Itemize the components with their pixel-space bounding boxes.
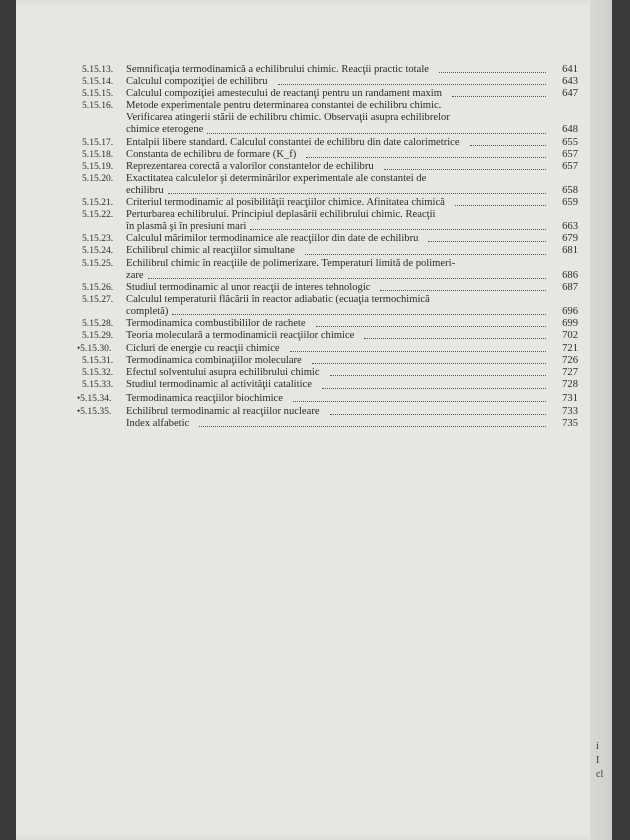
- toc-title-line: echilibru: [126, 184, 164, 196]
- toc-entry: [82, 367, 578, 379]
- toc-page-number: 728: [562, 379, 578, 391]
- toc-entry: [82, 161, 578, 173]
- toc-leader-dots: [364, 338, 546, 339]
- page-edge: [590, 0, 612, 840]
- toc-section-number: [77, 342, 126, 355]
- toc-page-number: 696: [562, 305, 578, 317]
- toc-entry: [82, 233, 578, 245]
- toc-section-number: [77, 405, 126, 418]
- toc-entry-continuation: [82, 221, 578, 233]
- toc-page-number: 681: [562, 245, 578, 257]
- toc-number-text: 5.15.35.: [80, 405, 112, 417]
- edge-mark: i: [596, 741, 599, 752]
- toc-entry: [82, 173, 578, 185]
- toc-leader-dots: [316, 326, 546, 327]
- toc-leader-dots: [168, 193, 546, 194]
- toc-section-number: [82, 197, 126, 209]
- toc-page-number: 657: [562, 160, 578, 172]
- toc-section-number: [82, 149, 126, 161]
- toc-entry: [82, 379, 578, 391]
- toc-leader-dots: [330, 375, 546, 376]
- toc-entry: [82, 197, 578, 209]
- toc-page-number: 727: [562, 367, 578, 379]
- toc-page-number: 702: [562, 330, 578, 342]
- toc-leader-dots: [278, 84, 546, 85]
- toc-page-number: 731: [562, 392, 578, 404]
- toc-section-number: [82, 258, 126, 270]
- toc-entry-continuation: [82, 112, 578, 124]
- book-page: [16, 0, 612, 840]
- toc-title-line: zare: [126, 269, 144, 281]
- toc-page-number: 655: [562, 136, 578, 148]
- toc-title-line: Constanta de echilibru de formare (K_f): [126, 148, 297, 160]
- toc-title-line: Entalpii libere standard. Calculul constantei de echilibru din date calorimetrice: [126, 136, 460, 148]
- toc-title-line: Calculul compoziţiei amestecului de reactanţi pentru un randament maxim: [126, 88, 442, 100]
- toc-section-number: [82, 318, 126, 330]
- toc-section-number: [82, 245, 126, 257]
- toc-leader-dots: [439, 72, 546, 73]
- toc-title-line: Efectul solventului asupra echilibrului chimic: [126, 367, 320, 379]
- toc-title-line: chimice eterogene: [126, 124, 204, 136]
- toc-entry-continuation: [82, 270, 578, 282]
- toc-leader-dots: [452, 96, 546, 97]
- toc-number-text: 5.15.16.: [82, 100, 114, 112]
- toc-section-number: [82, 161, 126, 173]
- toc-page-number: 699: [562, 317, 578, 329]
- toc-number-text: 5.15.28.: [82, 317, 114, 329]
- toc-section-number: [82, 209, 126, 221]
- toc-number-text: 5.15.24.: [82, 245, 114, 257]
- toc-entry: [82, 137, 578, 149]
- toc-leader-dots: [172, 314, 546, 315]
- toc-title-line: Calculul temperaturii flăcării în reactor adiabatic (ecuaţia termochimică: [126, 293, 430, 305]
- toc-number-text: 5.15.34.: [80, 392, 112, 404]
- toc-entry: [82, 330, 578, 342]
- toc-title-line: Exactitatea calculelor şi determinărilor experimentale ale constantei de: [126, 172, 427, 184]
- toc-page-number: 647: [562, 88, 578, 100]
- toc-title-line: Studiul termodinamic al activităţii catalitice: [126, 379, 312, 391]
- toc-number-text: 5.15.31.: [82, 355, 114, 367]
- toc-page-number: 679: [562, 233, 578, 245]
- toc-title-line: Criteriul termodinamic al posibilităţii reacţiilor chimice. Afinitatea chimică: [126, 197, 445, 209]
- toc-number-text: 5.15.29.: [82, 330, 114, 342]
- toc-page-number: 663: [562, 221, 578, 233]
- toc-entry: [77, 342, 578, 355]
- toc-bullet-mark: •: [77, 343, 81, 354]
- toc-entry: [82, 64, 578, 76]
- toc-number-text: 5.15.32.: [82, 367, 114, 379]
- toc-section-number: [77, 392, 126, 405]
- toc-title-line: Verificarea atingerii stării de echilibru chimic. Observaţii asupra echilibrelor: [126, 112, 450, 124]
- toc-title-line: Reprezentarea corectă a valorilor constantelor de echilibru: [126, 160, 374, 172]
- toc-entry: [82, 100, 578, 112]
- toc-page-number: 658: [562, 184, 578, 196]
- toc-page-number: 641: [562, 64, 578, 75]
- toc-section-number: [82, 330, 126, 342]
- toc-bullet-mark: •: [77, 405, 81, 416]
- toc-title-line: Studiul termodinamic al unor reacţii de interes tehnologic: [126, 281, 371, 293]
- toc-section-number: [82, 173, 126, 185]
- toc-leader-dots: [293, 401, 546, 402]
- toc-entry-continuation: [82, 306, 578, 318]
- toc-leader-dots: [207, 133, 546, 134]
- toc-number-text: 5.15.19.: [82, 160, 114, 172]
- toc-section-number: [82, 282, 126, 294]
- toc-section-number: [82, 294, 126, 306]
- toc-leader-dots: [148, 278, 546, 279]
- toc-section-number: [82, 367, 126, 379]
- toc-entry: [77, 392, 578, 405]
- toc-section-number: [82, 137, 126, 149]
- toc-section-number: [82, 355, 126, 367]
- toc-entry: [82, 318, 578, 330]
- toc-leader-dots: [199, 426, 546, 427]
- toc-page-number: 657: [562, 148, 578, 160]
- toc-leader-dots: [250, 229, 546, 230]
- toc-leader-dots: [322, 388, 546, 389]
- toc-entry: [82, 258, 578, 270]
- toc-page-number: 735: [562, 417, 578, 429]
- toc-entry: [82, 76, 578, 88]
- toc-page-number: 687: [562, 281, 578, 293]
- toc-title-line: Perturbarea echilibrului. Principiul deplasării echilibrului chimic. Reacţii: [126, 209, 436, 221]
- toc-entry: [82, 355, 578, 367]
- table-of-contents: [77, 64, 578, 430]
- toc-section-number: [82, 64, 126, 76]
- toc-title-line: Semnificaţia termodinamică a echilibrului chimic. Reacţii practic totale: [126, 64, 429, 75]
- edge-mark: cl: [596, 769, 604, 780]
- toc-title-line: Echilibrul chimic în reacţiile de polimerizare. Temperaturi limită de polimeri-: [126, 257, 456, 269]
- toc-entry: [82, 209, 578, 221]
- toc-entry: [82, 88, 578, 100]
- toc-number-text: 5.15.15.: [82, 88, 114, 100]
- toc-entry: [82, 282, 578, 294]
- toc-entry-continuation: [82, 185, 578, 197]
- toc-number-text: 5.15.23.: [82, 233, 114, 245]
- toc-section-number: [82, 76, 126, 88]
- toc-entry-continuation: [82, 124, 578, 136]
- toc-title-line: Echilibrul termodinamic al reacţiilor nucleare: [126, 405, 320, 417]
- toc-title-line: Calculul compoziţiei de echilibru: [126, 76, 268, 88]
- toc-number-text: 5.15.13.: [82, 64, 114, 75]
- toc-leader-dots: [306, 157, 546, 158]
- toc-section-number: [82, 100, 126, 112]
- toc-entry: [82, 294, 578, 306]
- toc-number-text: 5.15.14.: [82, 76, 114, 88]
- toc-title-line: în plasmă şi în presiuni mari: [126, 221, 247, 233]
- edge-marks: [596, 740, 610, 782]
- toc-page-number: 648: [562, 124, 578, 136]
- toc-number-text: 5.15.26.: [82, 281, 114, 293]
- toc-entry: [77, 405, 578, 418]
- toc-title-line: Cicluri de energie cu reacţii chimice: [126, 343, 280, 355]
- toc-page-number: 659: [562, 197, 578, 209]
- toc-leader-dots: [312, 363, 546, 364]
- toc-leader-dots: [290, 351, 546, 352]
- toc-bullet-mark: •: [77, 392, 81, 403]
- toc-number-text: 5.15.25.: [82, 257, 114, 269]
- toc-leader-dots: [384, 169, 546, 170]
- toc-entry: [82, 418, 578, 430]
- toc-page-number: 733: [562, 405, 578, 417]
- toc-title-line: completă): [126, 305, 169, 317]
- toc-page-number: 643: [562, 76, 578, 88]
- toc-section-number: [82, 88, 126, 100]
- toc-number-text: 5.15.20.: [82, 172, 114, 184]
- toc-section-number: [82, 233, 126, 245]
- toc-page-number: 721: [562, 343, 578, 355]
- toc-section-number: [82, 379, 126, 391]
- toc-number-text: 5.15.17.: [82, 136, 114, 148]
- toc-number-text: 5.15.18.: [82, 148, 114, 160]
- toc-number-text: 5.15.33.: [82, 379, 114, 391]
- toc-entry: [82, 149, 578, 161]
- toc-title-line: Index alfabetic: [126, 417, 190, 429]
- toc-page-number: 686: [562, 269, 578, 281]
- toc-title-line: Termodinamica combinaţiilor moleculare: [126, 355, 302, 367]
- toc-entry: [82, 245, 578, 257]
- toc-leader-dots: [330, 414, 546, 415]
- toc-number-text: 5.15.21.: [82, 197, 114, 209]
- toc-number-text: 5.15.30.: [80, 343, 112, 355]
- toc-title-line: Calculul mărimilor termodinamice ale reacţiilor din date de echilibru: [126, 233, 419, 245]
- toc-title-line: Teoria moleculară a termodinamicii reacţiilor chimice: [126, 330, 355, 342]
- toc-title-line: Termodinamica reacţiilor biochimice: [126, 392, 283, 404]
- toc-page-number: 726: [562, 355, 578, 367]
- toc-title-line: Termodinamica combustibililor de rachete: [126, 317, 306, 329]
- toc-title-line: Echilibrul chimic al reacţiilor simultane: [126, 245, 295, 257]
- toc-title-line: Metode experimentale pentru determinarea constantei de echilibru chimic.: [126, 100, 442, 112]
- toc-leader-dots: [428, 241, 546, 242]
- toc-number-text: 5.15.27.: [82, 293, 114, 305]
- toc-leader-dots: [305, 254, 546, 255]
- edge-mark: I: [596, 755, 600, 766]
- toc-leader-dots: [470, 145, 546, 146]
- toc-number-text: 5.15.22.: [82, 209, 114, 221]
- toc-leader-dots: [380, 290, 546, 291]
- toc-leader-dots: [455, 205, 546, 206]
